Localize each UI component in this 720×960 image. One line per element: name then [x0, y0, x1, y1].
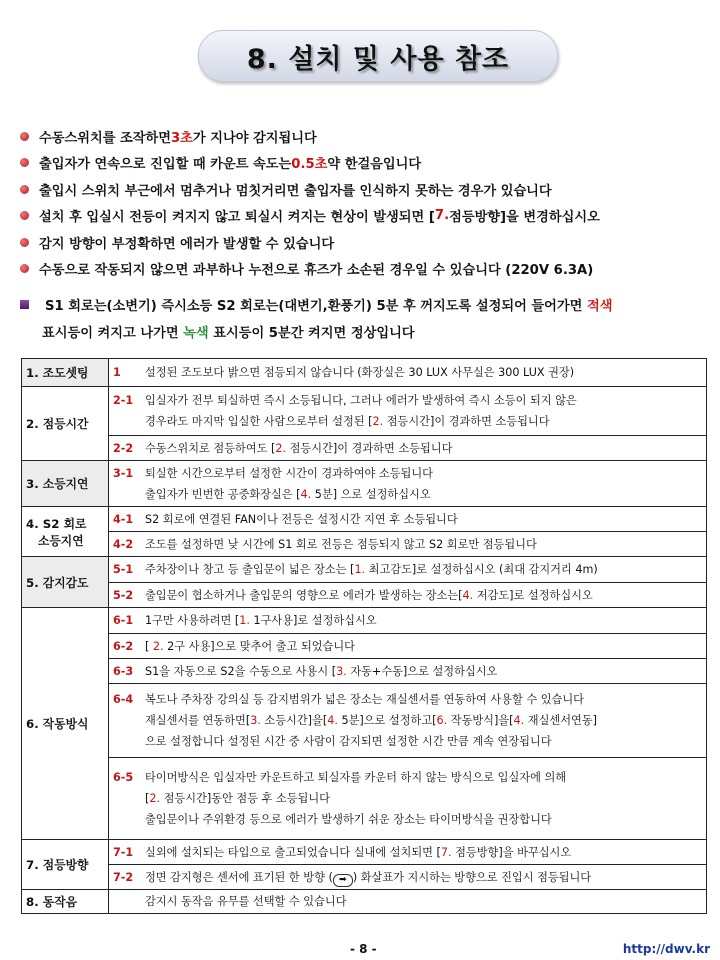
table-row: [22, 557, 707, 583]
category-cell: 4. S2 회로 소등지연: [22, 507, 109, 557]
table-row: [22, 532, 707, 557]
table-row: [22, 634, 707, 659]
category-cell: 8. 동작음: [22, 890, 109, 914]
table-row: [22, 461, 707, 507]
circuit-note-line2: 표시등이 켜지고 나가면 녹색 표시등이 5분간 켜지면 정상입니다: [42, 326, 415, 341]
description-cell: 2-2 수동스위치로 점등하여도 [2. 점등시간]이 경과하면 소등됩니다: [109, 436, 707, 461]
table-row: [22, 507, 707, 532]
bullet-icon: [20, 238, 29, 247]
circuit-note-line1: S1 회로는(소변기) 즉시소등 S2 회로는(대변기,환풍기) 5분 후 꺼지도록 설정되어 들어가면 적색: [20, 293, 710, 320]
description-cell: 1 설정된 조도보다 밝으면 점등되지 않습니다 (화장실은 30 LUX 사무실은 300 LUX 권장): [109, 359, 707, 387]
bullet-icon: [20, 158, 29, 167]
list-item: 설치 후 입실시 전등이 켜지지 않고 퇴실시 켜지는 현상이 발생되면 [ 7. 점등방향]을 변경하십시오: [20, 203, 710, 230]
table-row: [22, 890, 707, 914]
description-cell: 6-5 타이머방식은 입실자만 카운트하고 퇴실자를 카운터 하지 않는 방식으로 입실자에 의해 [2. 점등시간]동안 점등 후 소등됩니다 출입문이나 주위환경 등으로 에러가 발생하기 쉬운 장소는 타이머방식을 권장합니다: [109, 758, 707, 840]
table-row: [22, 684, 707, 758]
circuit-note: [20, 293, 710, 347]
page-title: 8. 설치 및 사용 참조: [246, 43, 510, 75]
arrow-right-icon: ➡: [333, 874, 353, 887]
description-cell: 5-2 출입문이 협소하거나 출입문의 영향으로 에러가 발생하는 장소는[4. 저감도]로 설정하십시오: [109, 583, 707, 608]
description-cell: 7-2 정면 감지형은 센서에 표기된 한 방향 ( ➡ ) 화살표가 지시하는 방향으로 진입시 점등됩니다: [109, 865, 707, 890]
description-cell: 7-1 실외에 설치되는 타입으로 출고되었습니다 실내에 설치되면 [7. 점등방향]을 바꾸십시오: [109, 840, 707, 865]
description-cell: 6-2 [ 2. 2구 사용]으로 맞추어 출고 되었습니다: [109, 634, 707, 659]
table-row: [22, 865, 707, 890]
table-row: [22, 608, 707, 634]
website-link[interactable]: http://dwv.kr: [622, 942, 710, 956]
list-item: 출입시 스위치 부근에서 멈추거나 멈칫거리면 출입자를 인식하지 못하는 경우가 있습니다: [20, 176, 710, 203]
category-cell: 1. 조도셋팅: [22, 359, 109, 387]
bullet-icon: [20, 264, 29, 273]
list-item: 수동으로 작동되지 않으면 과부하나 누전으로 휴즈가 소손된 경우일 수 있습니다 (220V 6.3A): [20, 256, 710, 283]
notes-list: [20, 123, 710, 282]
table-row: [22, 583, 707, 608]
bullet-icon: [20, 185, 29, 194]
page-number: - 8 -: [350, 942, 377, 956]
description-cell: 2-1 입실자가 전부 퇴실하면 즉시 소등됩니다, 그러나 에러가 발생하여 즉시 소등이 되지 않은 경우라도 마지막 입실한 사람으로부터 설정된 [2. 점등시간]이 경과하면 소등됩니다: [109, 387, 707, 436]
list-item: 감지 방향이 부정확하면 에러가 발생할 수 있습니다: [20, 229, 710, 256]
category-cell: 3. 소등지연: [22, 461, 109, 507]
settings-table: [21, 358, 707, 914]
description-cell: 4-2 조도를 설정하면 낮 시간에 S1 회로 전등은 점등되지 않고 S2 회로만 점등됩니다: [109, 532, 707, 557]
table-row: [22, 359, 707, 387]
table-row: [22, 659, 707, 684]
description-cell: 5-1 주차장이나 창고 등 출입문이 넓은 장소는 [1. 최고감도]로 설정하십시오 (최대 감지거리 4m): [109, 557, 707, 583]
table-row: [22, 758, 707, 840]
list-item: 수동스위치를 조작하면 3초 가 지나야 감지됩니다: [20, 123, 710, 150]
description-cell: 3-1 퇴실한 시간으로부터 설정한 시간이 경과하여야 소등됩니다 출입자가 빈번한 공중화장실은 [4. 5분] 으로 설정하십시오: [109, 461, 707, 507]
category-cell: 2. 점등시간: [22, 387, 109, 461]
bullet-icon: [20, 211, 29, 220]
description-cell: 4-1 S2 회로에 연결된 FAN이나 전등은 설정시간 지연 후 소등됩니다: [109, 507, 707, 532]
description-cell: 6-1 1구만 사용하려면 [1. 1구사용]로 설정하십시오: [109, 608, 707, 634]
description-cell: 6-4 복도나 주차장 강의실 등 감지범위가 넓은 장소는 재실센서를 연동하여 사용할 수 있습니다 재실센서를 연동하면[3. 소등시간]을[4. 5분]으로 설정하고[6. 작동방식]을[4. 재실센서연동] 으로 설정합니다 설정된 시간 중 사람이 감지되면 설정한 시간 만큼 계속 연장됩니다: [109, 684, 707, 758]
description-cell: 감지시 동작음 유무를 선택할 수 있습니다: [109, 890, 707, 914]
category-cell: 5. 감지감도: [22, 557, 109, 608]
table-row: [22, 387, 707, 436]
table-row: [22, 436, 707, 461]
square-bullet-icon: [20, 300, 29, 309]
list-item: 출입자가 연속으로 진입할 때 카운트 속도는 0.5초 약 한걸음입니다: [20, 150, 710, 177]
category-cell: 7. 점등방향: [22, 840, 109, 890]
page-title-banner: [198, 30, 558, 82]
table-row: [22, 840, 707, 865]
description-cell: 6-3 S1을 자동으로 S2을 수동으로 사용시 [3. 자동+수동]으로 설정하십시오: [109, 659, 707, 684]
bullet-icon: [20, 132, 29, 141]
category-cell: 6. 작동방식: [22, 608, 109, 840]
